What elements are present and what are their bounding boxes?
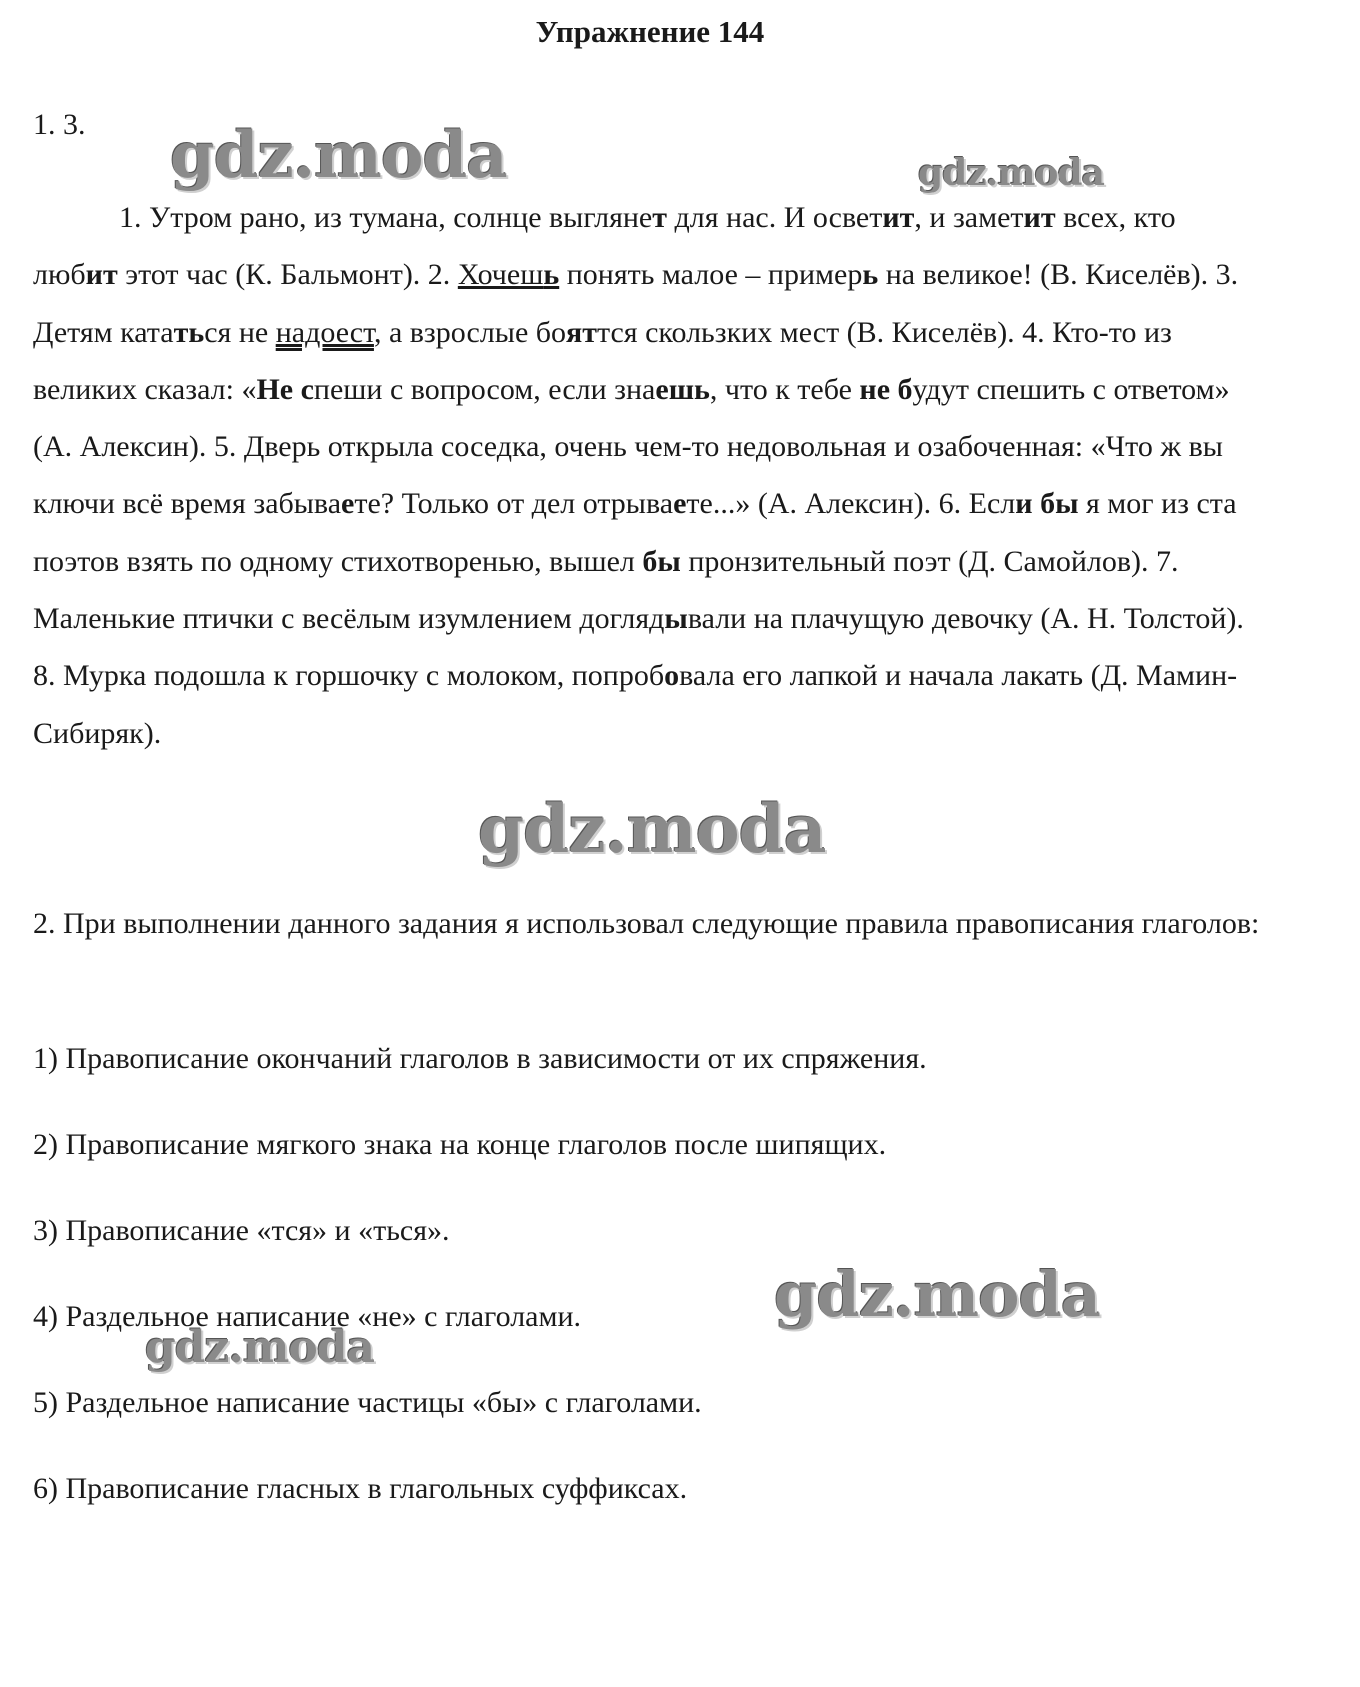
rule-item: 1) Правописание окончаний глаголов в зависимости от их спряжения. [33, 1042, 927, 1075]
rule-item: 3) Правописание «тся» и «ться». [33, 1214, 450, 1247]
watermark: gdz.moda [145, 1322, 375, 1373]
question-2: 2. При выполнении данного задания я использовал следующие правила правописания глаголов: [33, 907, 1260, 940]
watermark: gdz.moda [170, 118, 507, 193]
watermark: gdz.moda [918, 152, 1104, 194]
underlined-word: Хочешь [457, 258, 560, 292]
double-underlined-word: надоест [275, 315, 374, 349]
rule-item: 6) Правописание гласных в глагольных суффиксах. [33, 1472, 688, 1505]
task-numbers: 1. 3. [33, 108, 86, 141]
rule-item: 5) Раздельное написание частицы «бы» с глаголами. [33, 1386, 702, 1419]
rule-item: 2) Правописание мягкого знака на конце глаголов после шипящих. [33, 1128, 887, 1161]
rules-list [33, 1037, 927, 1553]
rule-item: 4) Раздельное написание «не» с глаголами. [33, 1300, 582, 1333]
watermark: gdz.moda [478, 790, 826, 868]
watermark: gdz.moda [774, 1258, 1100, 1331]
exercise-text: 1. Утром рано, из тумана, солнце выглянет для нас. И осветит, и заметит всех, кто любит этот час (К. Бальмонт). 2. Хочешь понять малое – примерь на великое! (В. Киселёв). 3. Детям кататься не надоест, а взрослые бояттся скользких мест (В. Киселёв). 4. Кто-то из великих сказал: «Не спеши с вопросом, если знаешь, что к тебе не будут спешить с ответом» (А. Алексин). 5. Дверь открыла соседка, очень чем-то недовольная и озабоченная: «Что ж вы ключи всё время забываете? Только от дел отрываете...» (А. Алексин). 6. Если бы я мог из ста поэтов взять по одному стихотворенью, вышел бы пронзительный поэт (Д. Самойлов). 7. Маленькие птички с весёлым изумлением доглядывали на плачущую девочку (А. Н. Толстой). 8. Мурка подошла к горшочку с молоком, попробовала его лапкой и начала лакать (Д. Мамин-Сибиряк). [33, 201, 1244, 750]
page-title: Упражнение 144 [535, 14, 765, 49]
